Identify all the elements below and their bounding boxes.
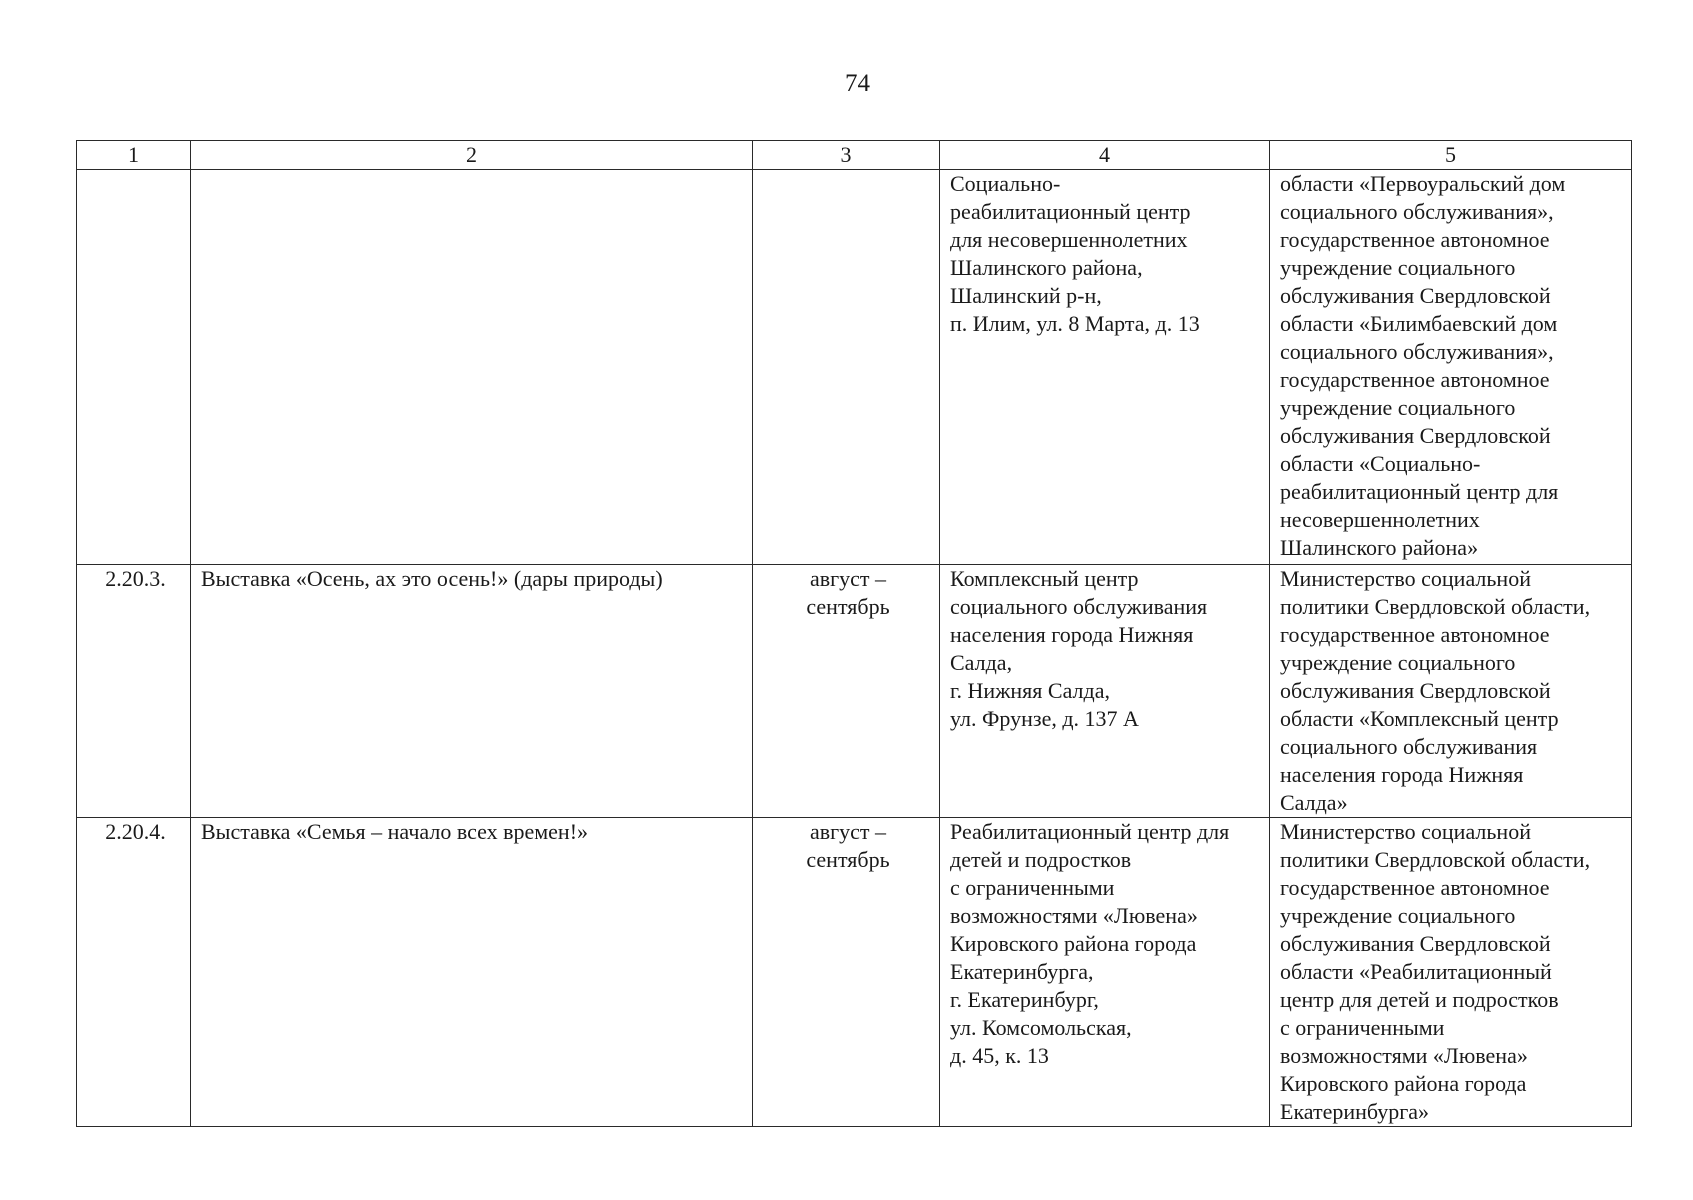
event-name-cell: Выставка «Осень, ах это осень!» (дары природы)	[191, 565, 753, 818]
item-number-cell: 2.20.3.	[77, 565, 191, 818]
page-number: 74	[845, 70, 870, 97]
venue-cell: Социально- реабилитационный центр для несовершеннолетних Шалинского района, Шалинский р-н, п. Илим, ул. 8 Марта, д. 13	[940, 170, 1270, 565]
venue-cell: Комплексный центр социального обслуживания населения города Нижняя Салда, г. Нижняя Салда, ул. Фрунзе, д. 137 А	[940, 565, 1270, 818]
table-row	[77, 818, 1632, 1127]
column-header-3: 3	[753, 141, 940, 170]
organizers-cell: области «Первоуральский дом социального обслуживания», государственное автономное учреждение социального обслуживания Свердловской области «Билимбаевский дом социального обслуживания», государственное автономное учреждение социального обслуживания Свердловской области «Социально- реабилитационный центр для несовершеннолетних Шалинского района»	[1270, 170, 1632, 565]
dates-cell: август – сентябрь	[753, 818, 940, 1127]
column-header-5: 5	[1270, 141, 1632, 170]
column-header-1: 1	[77, 141, 191, 170]
dates-cell	[753, 170, 940, 565]
venue-cell: Реабилитационный центр для детей и подростков с ограниченными возможностями «Лювена» Кировского района города Екатеринбурга, г. Екатеринбург, ул. Комсомольская, д. 45, к. 13	[940, 818, 1270, 1127]
event-name-cell: Выставка «Семья – начало всех времен!»	[191, 818, 753, 1127]
table-header-row	[77, 141, 1632, 170]
item-number-cell: 2.20.4.	[77, 818, 191, 1127]
item-number-cell	[77, 170, 191, 565]
column-header-2: 2	[191, 141, 753, 170]
events-table	[76, 140, 1632, 1127]
table-row	[77, 170, 1632, 565]
organizers-cell: Министерство социальной политики Свердловской области, государственное автономное учреждение социального обслуживания Свердловской области «Комплексный центр социального обслуживания населения города Нижняя Салда»	[1270, 565, 1632, 818]
table-row	[77, 565, 1632, 818]
event-name-cell	[191, 170, 753, 565]
column-header-4: 4	[940, 141, 1270, 170]
organizers-cell: Министерство социальной политики Свердловской области, государственное автономное учреждение социального обслуживания Свердловской области «Реабилитационный центр для детей и подростков с ограниченными возможностями «Лювена» Кировского района города Екатеринбурга»	[1270, 818, 1632, 1127]
dates-cell: август – сентябрь	[753, 565, 940, 818]
